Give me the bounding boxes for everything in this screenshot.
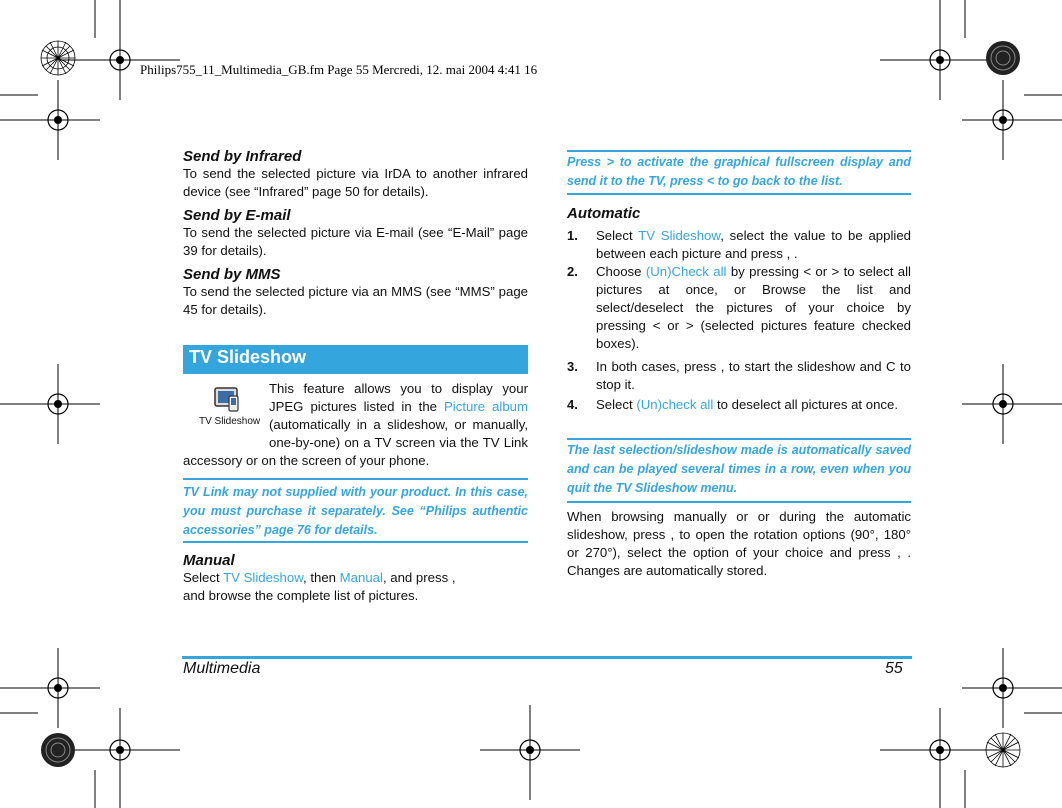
picture-album-link: Picture album — [444, 399, 528, 414]
step-1-pre: Select — [596, 228, 633, 243]
note-rule-bottom — [183, 541, 528, 543]
mms-text: To send the selected picture via an MMS (see “MMS” page 45 for details). — [183, 284, 528, 317]
manual-section — [183, 552, 528, 605]
top-note-c: to go back to the list. — [717, 174, 843, 188]
step-2-post: by pressing < or > to select all pictures at once, or Browse the list and select/deselect the pictures of your choice by pressing < or > (selected pictures feature checked boxes). — [596, 264, 911, 351]
step-4-post: to deselect all pictures at once. — [716, 397, 899, 412]
step-1-post: , select the value to be applied between each picture and press , . — [596, 228, 911, 261]
manual-text-c: , and press , — [382, 570, 456, 585]
top-note — [567, 153, 911, 191]
manual-link-tv-slideshow: TV Slideshow — [223, 570, 303, 585]
top-note-rule-top — [567, 150, 911, 152]
left-column — [183, 148, 528, 319]
tv-intro-text-a: This feature allows you to display your JPEG pictures listed in the — [269, 381, 528, 414]
top-note-b: to activate the graphical fullscreen display and send it to the TV, press < — [567, 155, 911, 188]
tv-link-note: TV Link may not supplied with your product. In this case, you must purchase it separately. See “Philips authentic accessories” page 76 for details. — [183, 485, 528, 537]
tv-intro-text-b: (automatically in a slideshow, or manually, one-by-one) on a TV screen via the TV Link accessory or on the screen of your phone. — [183, 417, 528, 468]
step-4-link: (Un)check all — [636, 397, 714, 412]
top-note-rule-bottom — [567, 193, 911, 195]
step-1-text — [596, 227, 911, 263]
step-1-link: TV Slideshow — [638, 228, 721, 243]
step-3-number: 3. — [567, 359, 578, 374]
note2-rule-bottom — [567, 501, 911, 503]
tv-slideshow-icon-block — [183, 380, 269, 440]
infrared-text: To send the selected picture via IrDA to another infrared device (see “Infrared” page 50 for details). — [183, 166, 528, 199]
step-1-number: 1. — [567, 228, 578, 243]
rotation-text: When browsing manually or or during the automatic slideshow, press , to open the rotation options (90°, 180° or 270°), select the option of your choice and press , . Changes are automatically stored. — [567, 509, 911, 578]
tv-slideshow-banner: TV Slideshow — [183, 345, 528, 374]
step-4-number: 4. — [567, 397, 578, 412]
email-text: To send the selected picture via E-mail (see “E-Mail” page 39 for details). — [183, 225, 528, 258]
mms-heading: Send by MMS — [183, 266, 281, 283]
tv-intro — [183, 380, 528, 470]
step-2-pre: Choose — [596, 264, 642, 279]
step-2-link: (Un)Check all — [645, 264, 727, 279]
manual-link-manual: Manual — [339, 570, 383, 585]
automatic-heading: Automatic — [567, 205, 641, 222]
step-2-number: 2. — [567, 264, 578, 279]
tv-slideshow-icon — [213, 386, 243, 414]
footer-rule — [182, 656, 912, 659]
step-4-pre: Select — [596, 397, 633, 412]
tv-slideshow-icon-label: TV Slideshow — [199, 416, 261, 427]
manual-text-b: , then — [303, 570, 336, 585]
note-rule-top — [183, 478, 528, 480]
autosave-note: The last selection/slideshow made is automatically saved and can be played several times in a row, even when you quit the TV Slideshow menu. — [567, 443, 911, 495]
step-2-text — [596, 263, 911, 353]
step-3-text: In both cases, press , to start the slideshow and C to stop it. — [596, 359, 911, 392]
footer-page-number: 55 — [885, 660, 903, 677]
step-4-text — [596, 396, 911, 414]
email-heading: Send by E-mail — [183, 207, 291, 224]
note2-rule-top — [567, 438, 911, 440]
infrared-heading: Send by Infrared — [183, 148, 302, 165]
footer-section: Multimedia — [183, 660, 261, 677]
manual-text-d: and browse the complete list of pictures. — [183, 588, 419, 603]
top-note-a: Press > — [567, 155, 615, 169]
file-stamp: Philips755_11_Multimedia_GB.fm Page 55 Mercredi, 12. mai 2004 4:41 16 — [140, 62, 538, 77]
manual-heading: Manual — [183, 552, 235, 569]
manual-text-a: Select — [183, 570, 220, 585]
